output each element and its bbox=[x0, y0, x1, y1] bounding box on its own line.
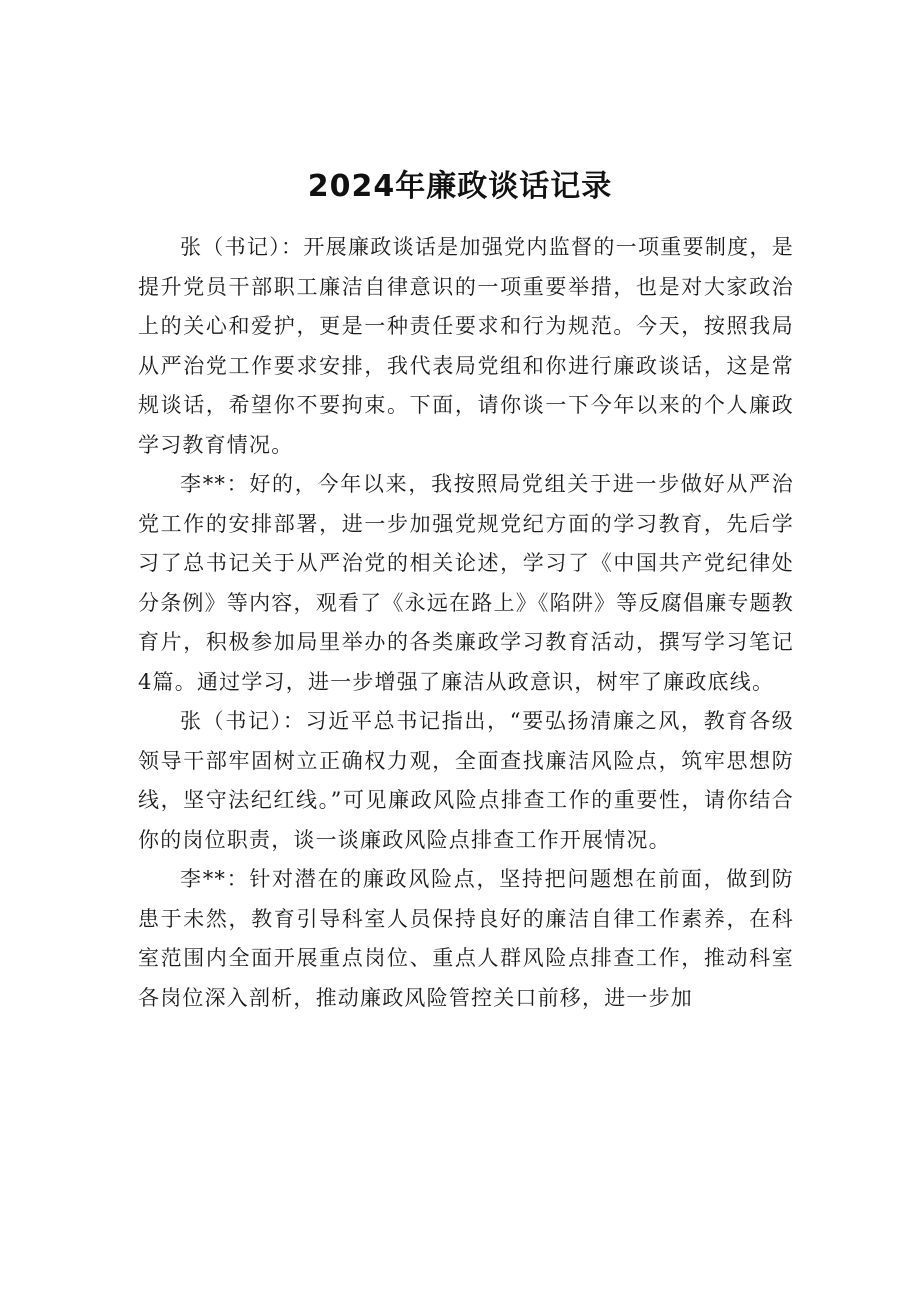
paragraph-2: 李**：好的，今年以来，我按照局党组关于进一步做好从严治党工作的安排部署，进一步加强党规党纪方面的学习教育，先后学习了总书记关于从严治党的相关论述，学习了《中国共产党纪律处分条例》等内容，观看了《永远在路上》《陷阱》等反腐倡廉专题教育片，积极参加局里举办的各类廉政学习教育活动，撰写学习笔记4篇。通过学习，进一步增强了廉洁从政意识，树牢了廉政底线。 bbox=[138, 472, 794, 694]
paragraph-3: 张（书记）：习近平总书记指出，“要弘扬清廉之风，教育各级领导干部牢固树立正确权力观，全面查找廉洁风险点，筑牢思想防线，坚守法纪红线。”可见廉政风险点排查工作的重要性，请你结合你的岗位职责，谈一谈廉政风险点排查工作开展情况。 bbox=[138, 709, 794, 852]
paragraph-1: 张（书记）：开展廉政谈话是加强党内监督的一项重要制度，是提升党员干部职工廉洁自律意识的一项重要举措，也是对大家政治上的关心和爱护，更是一种责任要求和行为规范。今天，按照我局从严治党工作要求安排，我代表局党组和你进行廉政谈话，这是常规谈话，希望你不要拘束。下面，请你谈一下今年以来的个人廉政学习教育情况。 bbox=[138, 235, 794, 457]
document-body bbox=[138, 228, 794, 1018]
paragraph-4: 李**：针对潜在的廉政风险点，坚持把问题想在前面，做到防患于未然，教育引导科室人员保持良好的廉洁自律工作素养，在科室范围内全面开展重点岗位、重点人群风险点排查工作，推动科室各岗位深入剖析，推动廉政风险管控关口前移，进一步加 bbox=[138, 867, 794, 1010]
document-title: 2024年廉政谈话记录 bbox=[307, 169, 613, 204]
